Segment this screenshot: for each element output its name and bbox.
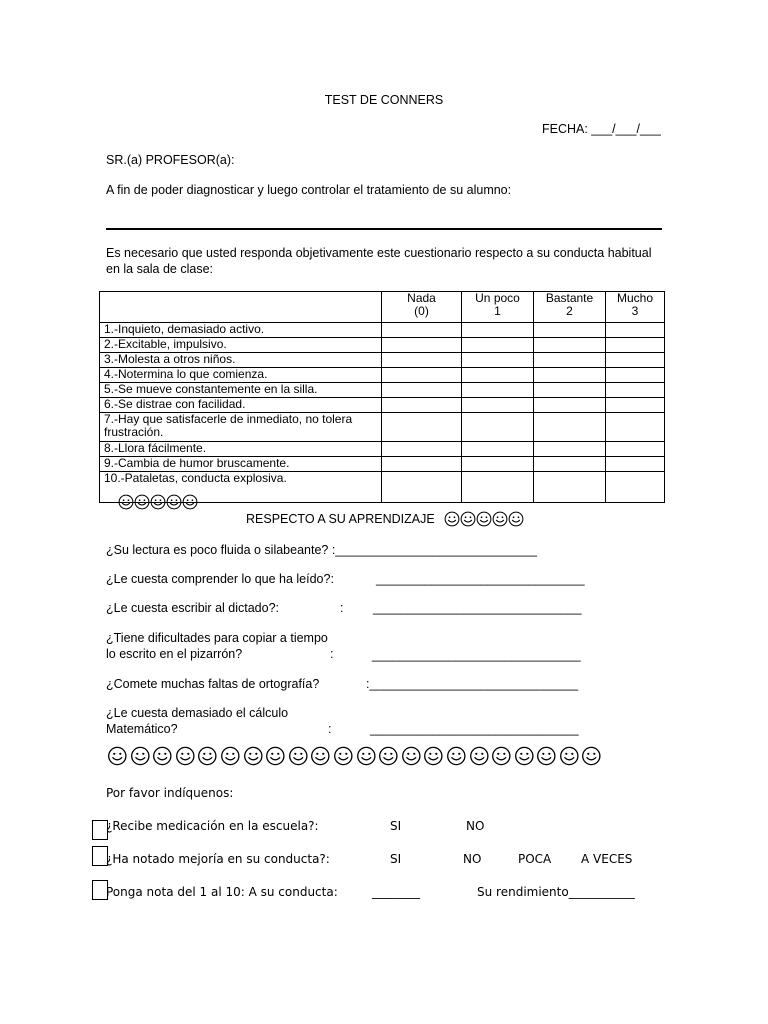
table-row [100, 442, 665, 457]
smiley-icon [468, 746, 491, 766]
answer-line-ortografia[interactable]: :______________________________ [366, 677, 579, 691]
answer-cell[interactable] [462, 457, 534, 472]
answer-cell[interactable] [534, 353, 606, 368]
answer-cell[interactable] [382, 472, 462, 503]
answer-cell[interactable] [606, 323, 665, 338]
instructions-line1: Es necesario que usted responda objetivamente este cuestionario respecto a su conducta habitual [106, 246, 652, 260]
question-nota: Ponga nota del 1 al 10: A su conducta: [106, 885, 338, 899]
colon-calculo: : [328, 722, 332, 736]
smiley-icon [400, 746, 423, 766]
fecha-field: FECHA: ___/___/___ [542, 122, 661, 136]
answer-cell[interactable] [462, 472, 534, 503]
item-label: 3.-Molesta a otros niños. [100, 353, 382, 368]
answer-cell[interactable] [534, 383, 606, 398]
answer-cell[interactable] [462, 323, 534, 338]
question-copiar-line2: lo escrito en el pizarrón? [106, 647, 243, 661]
smiley-icon [460, 511, 476, 527]
answer-cell[interactable] [462, 383, 534, 398]
answer-line-calculo[interactable]: ______________________________ [370, 722, 579, 736]
smiley-row-table [118, 494, 198, 510]
answer-cell[interactable] [534, 368, 606, 383]
colon-copiar: : [330, 647, 334, 661]
smiley-icon [129, 746, 152, 766]
answer-cell[interactable] [606, 368, 665, 383]
answer-cell[interactable] [534, 457, 606, 472]
answer-line-conducta[interactable]: ________ [372, 885, 420, 899]
answer-cell[interactable] [606, 338, 665, 353]
option-si[interactable]: SI [390, 852, 402, 866]
smiley-icon [118, 494, 134, 510]
answer-cell[interactable] [462, 398, 534, 413]
divider [106, 228, 662, 230]
smiley-icon [444, 511, 460, 527]
smiley-icon [242, 746, 265, 766]
question-mejoria: ¿Ha notado mejoría en su conducta?: [106, 852, 330, 866]
item-label: 5.-Se mueve constantemente en la silla. [100, 383, 382, 398]
question-calculo-line1: ¿Le cuesta demasiado el cálculo [106, 706, 289, 720]
question-copiar-line1: ¿Tiene dificultades para copiar a tiempo [106, 631, 328, 645]
answer-cell[interactable] [382, 368, 462, 383]
smiley-icon [219, 746, 242, 766]
answer-cell[interactable] [534, 472, 606, 503]
table-row [100, 368, 665, 383]
smiley-icon [166, 494, 182, 510]
smiley-icon [264, 746, 287, 766]
item-label: 10.-Pataletas, conducta explosiva. [100, 472, 382, 503]
answer-rendimiento[interactable]: Su rendimiento___________ [477, 885, 635, 899]
smiley-icon [106, 746, 129, 766]
question-dictado: ¿Le cuesta escribir al dictado?: [106, 601, 280, 615]
item-label: 6.-Se distrae con facilidad. [100, 398, 382, 413]
option-poca[interactable]: POCA [518, 852, 552, 866]
answer-cell[interactable] [606, 472, 665, 503]
item-label: 9.-Cambia de humor bruscamente. [100, 457, 382, 472]
answer-cell[interactable] [382, 383, 462, 398]
table-row [100, 383, 665, 398]
answer-cell[interactable] [462, 442, 534, 457]
colon-dictado: : [340, 601, 344, 615]
item-label: 1.-Inquieto, demasiado activo. [100, 323, 382, 338]
table-row [100, 323, 665, 338]
smiley-icon [476, 511, 492, 527]
smiley-icon [492, 511, 508, 527]
table-row [100, 413, 665, 442]
item-label: 8.-Llora fácilmente. [100, 442, 382, 457]
option-a-veces[interactable]: A VECES [581, 852, 633, 866]
smiley-icon [134, 494, 150, 510]
answer-cell[interactable] [606, 413, 665, 442]
answer-cell[interactable] [606, 353, 665, 368]
intro-text: A fin de poder diagnosticar y luego controlar el tratamiento de su alumno: [106, 183, 512, 197]
item-label: 7.-Hay que satisfacerle de inmediato, no tolera frustración. [100, 413, 382, 442]
answer-cell[interactable] [382, 338, 462, 353]
smiley-icon [508, 511, 524, 527]
header-mucho: Mucho 3 [606, 292, 665, 323]
header-empty-cell [100, 292, 382, 323]
smiley-icon [535, 746, 558, 766]
answer-cell[interactable] [382, 353, 462, 368]
answer-cell[interactable] [462, 338, 534, 353]
smiley-icon [182, 494, 198, 510]
table-row [100, 338, 665, 353]
smiley-icon [355, 746, 378, 766]
option-si[interactable]: SI [390, 819, 402, 833]
smiley-row-long [106, 746, 603, 766]
smiley-icon [558, 746, 581, 766]
table-row [100, 353, 665, 368]
question-comprender: ¿Le cuesta comprender lo que ha leído?: [106, 572, 334, 586]
answer-cell[interactable] [462, 368, 534, 383]
answer-cell[interactable] [606, 383, 665, 398]
answer-line-dictado[interactable]: ______________________________ [373, 601, 582, 615]
answer-cell[interactable] [534, 323, 606, 338]
answer-cell[interactable] [534, 413, 606, 442]
answer-line-copiar[interactable]: ______________________________ [372, 648, 581, 662]
header-bastante: Bastante 2 [534, 292, 606, 323]
header-nada: Nada (0) [382, 292, 462, 323]
smiley-icon [309, 746, 332, 766]
table-header-row [100, 292, 665, 323]
question-calculo-line2: Matemático? [106, 722, 178, 736]
smiley-icon [422, 746, 445, 766]
smiley-row-heading [444, 511, 524, 527]
greeting: SR.(a) PROFESOR(a): [106, 153, 235, 167]
answer-cell[interactable] [534, 442, 606, 457]
answer-line-comprender[interactable]: ______________________________ [376, 572, 585, 586]
instructions-line2: en la sala de clase: [106, 262, 214, 276]
smiley-icon [174, 746, 197, 766]
header-un-poco: Un poco 1 [462, 292, 534, 323]
smiley-icon [377, 746, 400, 766]
answer-cell[interactable] [534, 398, 606, 413]
question-ortografia: ¿Comete muchas faltas de ortografía? [106, 677, 320, 691]
answer-cell[interactable] [382, 323, 462, 338]
answer-cell[interactable] [382, 442, 462, 457]
smiley-icon [490, 746, 513, 766]
smiley-icon [151, 746, 174, 766]
final-intro: Por favor indíquenos: [106, 786, 234, 800]
question-medicacion: ¿Recibe medicación en la escuela?: [106, 819, 319, 833]
document-title: TEST DE CONNERS [324, 93, 444, 107]
smiley-icon [150, 494, 166, 510]
answer-cell[interactable] [382, 413, 462, 442]
smiley-icon [580, 746, 603, 766]
answer-cell[interactable] [534, 338, 606, 353]
option-no[interactable]: NO [463, 852, 482, 866]
answer-cell[interactable] [462, 413, 534, 442]
table-row [100, 457, 665, 472]
smiley-icon [196, 746, 219, 766]
smiley-icon [513, 746, 536, 766]
answer-cell[interactable] [382, 457, 462, 472]
table-row [100, 398, 665, 413]
answer-cell[interactable] [606, 457, 665, 472]
answer-cell[interactable] [382, 398, 462, 413]
smiley-icon [445, 746, 468, 766]
conners-table [99, 291, 665, 503]
answer-cell[interactable] [606, 398, 665, 413]
answer-cell[interactable] [462, 353, 534, 368]
aprendizaje-heading: RESPECTO A SU APRENDIZAJE [246, 512, 435, 526]
answer-cell[interactable] [606, 442, 665, 457]
smiley-icon [287, 746, 310, 766]
item-label: 2.-Excitable, impulsivo. [100, 338, 382, 353]
option-no[interactable]: NO [466, 819, 485, 833]
item-label: 4.-Notermina lo que comienza. [100, 368, 382, 383]
smiley-icon [332, 746, 355, 766]
question-lectura: ¿Su lectura es poco fluida o silabeante? :_____________________________ [106, 543, 537, 557]
